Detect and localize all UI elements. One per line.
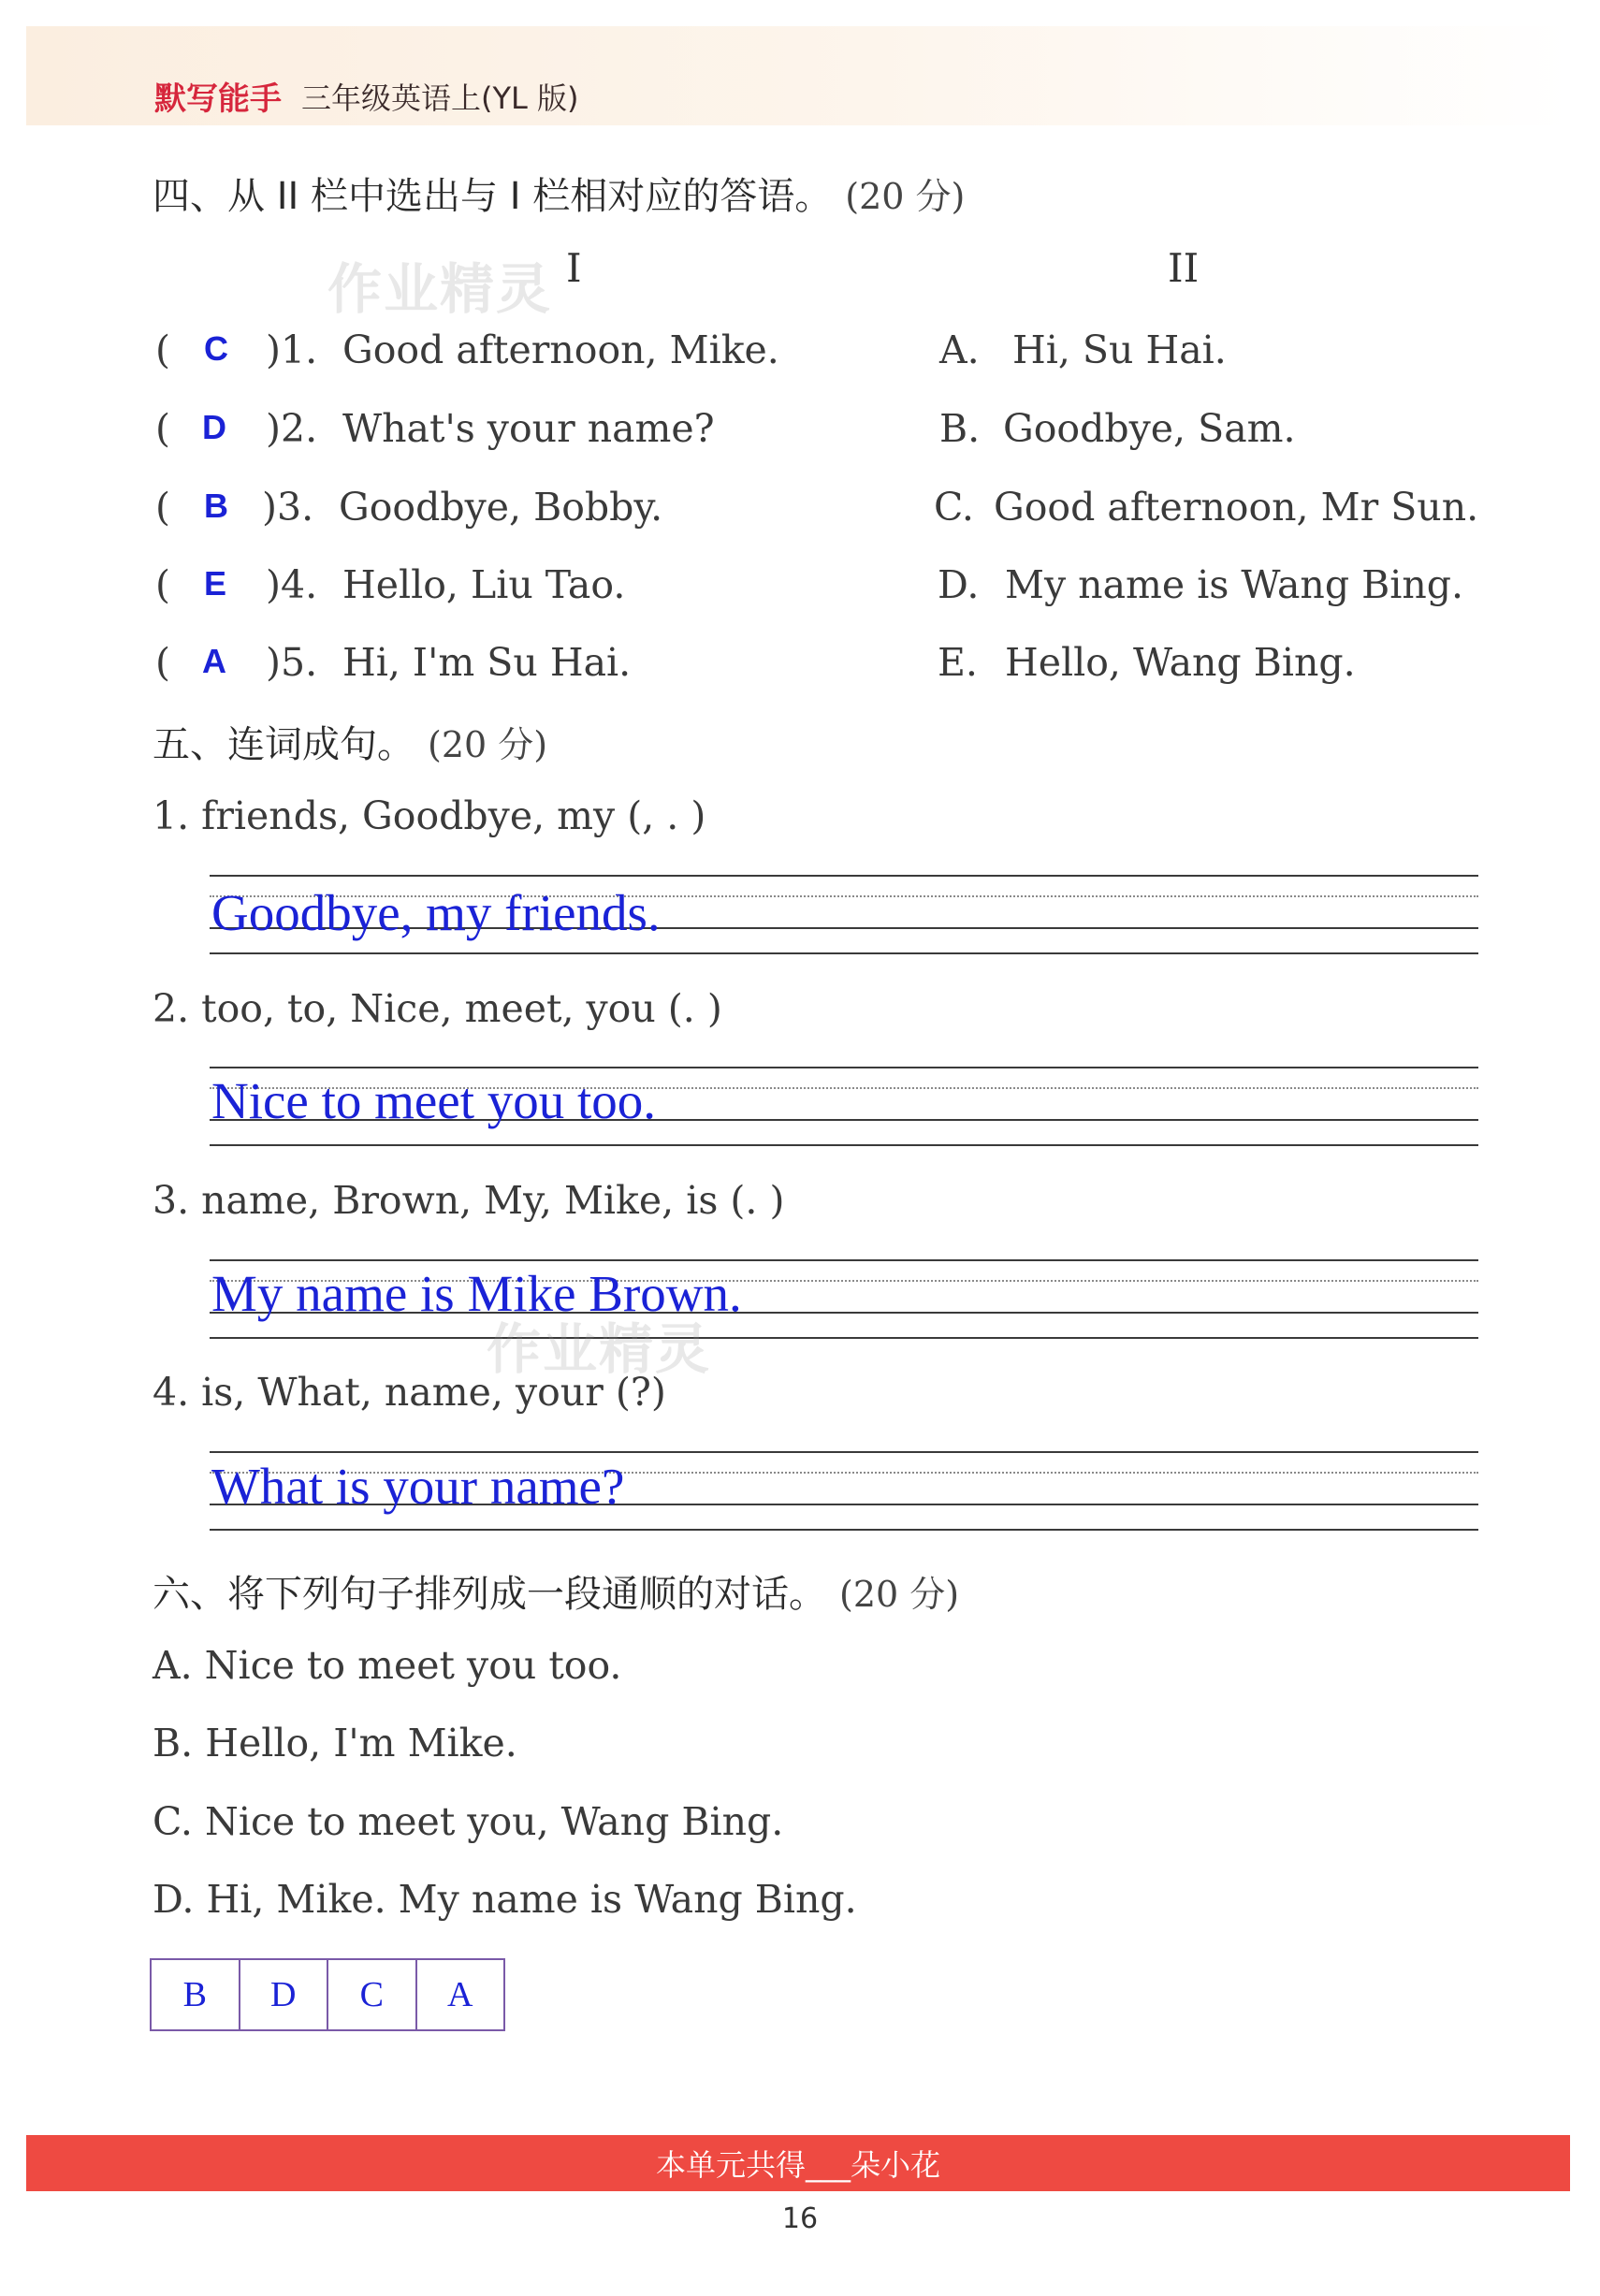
dialogue-line: D. Hi, Mike. My name is Wang Bing. (153, 1877, 857, 1922)
question-text: Good afternoon, Mike. (342, 327, 779, 372)
question-number: )1. (266, 327, 318, 372)
match-answer: A (202, 642, 226, 680)
order-cell: B (152, 1960, 240, 2029)
answer-paren-open: ( (155, 406, 170, 451)
sentence-prompt: 1. friends, Goodbye, my (, . ) (153, 793, 706, 838)
order-cell: D (240, 1960, 329, 2029)
question-text: Hello, Liu Tao. (342, 562, 626, 607)
sentence-prompt: 4. is, What, name, your (?) (153, 1370, 666, 1415)
answer-paren-open: ( (155, 640, 170, 685)
page-number: 16 (781, 2202, 819, 2235)
match-answer: C (204, 329, 228, 368)
section4-title: 四、从 II 栏中选出与 I 栏相对应的答语。 (20 分) (153, 175, 966, 218)
written-answer: What is your name? (211, 1458, 625, 1515)
option-letter: B. (939, 406, 981, 451)
writing-line-top (210, 875, 1478, 877)
writing-line-bottom (210, 1144, 1478, 1146)
header-book-title: 三年级英语上(YL 版) (301, 80, 579, 116)
option-text: Good afternoon, Mr Sun. (994, 485, 1479, 530)
column-ii-header: II (1168, 245, 1200, 291)
writing-line-bottom (210, 952, 1478, 954)
question-text: What's your name? (342, 406, 715, 451)
footer-band (26, 2135, 1570, 2191)
option-letter: E. (938, 640, 978, 685)
section5-title: 五、连词成句。 (20 分) (153, 723, 548, 766)
option-text: Goodbye, Sam. (1003, 406, 1296, 451)
question-number: )2. (266, 406, 318, 451)
written-answer: Goodbye, my friends. (211, 884, 661, 941)
option-letter: A. (939, 327, 980, 372)
header-brand: 默写能手 (154, 80, 282, 118)
option-text: Hello, Wang Bing. (1005, 640, 1356, 685)
watermark: 作业精灵 (487, 1317, 712, 1381)
answer-paren-open: ( (155, 485, 170, 530)
written-answer: Nice to meet you too. (211, 1072, 657, 1129)
option-text: Hi, Su Hai. (1012, 327, 1227, 372)
match-answer: B (204, 487, 228, 525)
dialogue-line: A. Nice to meet you too. (153, 1643, 622, 1688)
option-letter: C. (934, 485, 974, 530)
question-number: )3. (262, 485, 314, 530)
answer-paren-open: ( (155, 562, 170, 607)
footer-score-text: 本单元共得___朵小花 (655, 2147, 940, 2183)
option-letter: D. (938, 562, 980, 607)
order-cell: A (447, 1975, 473, 2014)
writing-line-bottom (210, 1529, 1478, 1531)
written-answer: My name is Mike Brown. (211, 1265, 742, 1322)
order-answer-grid (150, 1958, 505, 2031)
option-text: My name is Wang Bing. (1005, 562, 1464, 607)
question-number: )5. (266, 640, 318, 685)
question-text: Goodbye, Bobby. (339, 485, 663, 530)
writing-line-top (210, 1067, 1478, 1068)
order-cell: C (328, 1960, 417, 2029)
writing-line-top (210, 1259, 1478, 1261)
question-number: )4. (266, 562, 318, 607)
column-i-header: I (566, 245, 582, 291)
dialogue-line: C. Nice to meet you, Wang Bing. (153, 1799, 784, 1844)
match-answer: E (204, 564, 227, 603)
watermark: 作业精灵 (327, 257, 553, 321)
sentence-prompt: 2. too, to, Nice, meet, you (. ) (153, 986, 722, 1031)
match-answer: D (202, 408, 226, 446)
answer-paren-open: ( (155, 327, 170, 372)
sentence-prompt: 3. name, Brown, My, Mike, is (. ) (153, 1178, 785, 1223)
writing-line-bottom (210, 1337, 1478, 1339)
writing-line-top (210, 1451, 1478, 1453)
dialogue-line: B. Hello, I'm Mike. (153, 1721, 517, 1766)
question-text: Hi, I'm Su Hai. (342, 640, 632, 685)
section6-title: 六、将下列句子排列成一段通顺的对话。 (20 分) (153, 1573, 960, 1616)
